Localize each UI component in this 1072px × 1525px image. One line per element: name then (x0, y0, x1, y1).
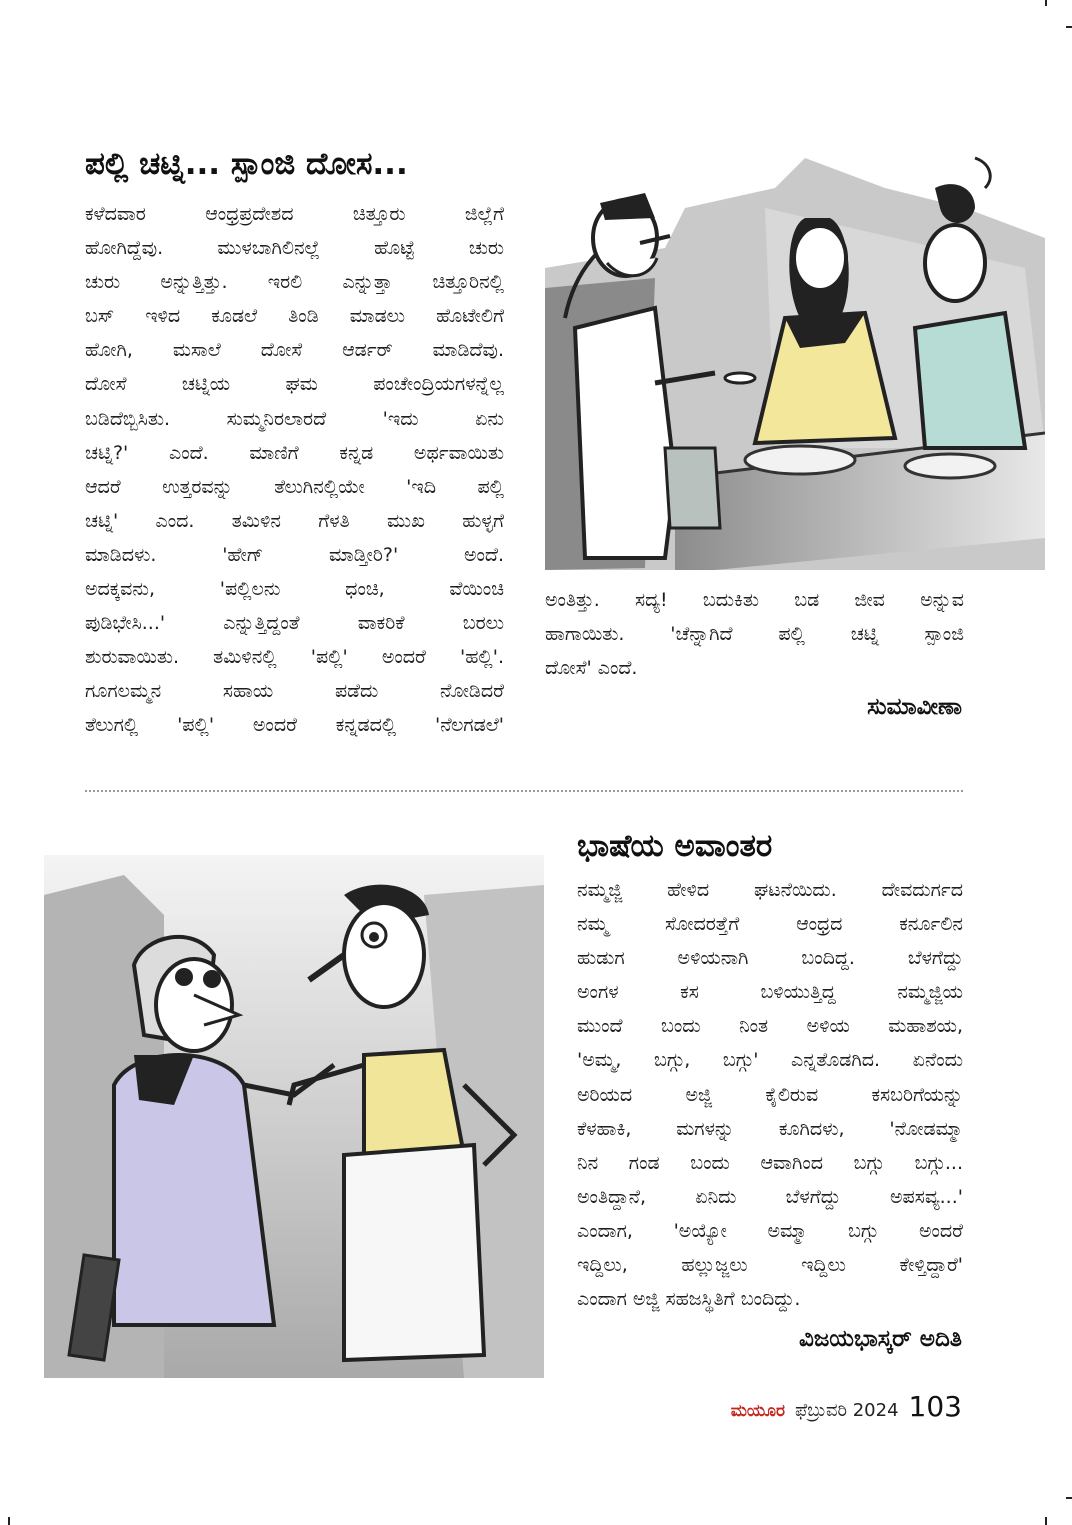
text-line: ಚಟ್ನಿ' ಎಂದ. ತಮಿಳಿನ ಗೆಳತಿ ಮುಖ ಹುಳ್ಳಗೆ (85, 509, 504, 532)
text-line: ಎಂದಾಗ ಅಜ್ಜಿ ಸಹಜಸ್ಥಿತಿಗೆ ಬಂದಿದ್ದು. (577, 1288, 801, 1311)
text-line: ಅಂಗಳ ಕಸ ಬಳಿಯುತ್ತಿದ್ದ ನಮ್ಮಜ್ಜಿಯ (577, 981, 963, 1004)
text-line: 'ಅಮ್ಮ, ಬಗ್ಗು, ಬಗ್ಗು' ಎನ್ನತೊಡಗಿದ. ಏನೆಂದು (577, 1049, 963, 1072)
article2-title: ಭಾಷೆಯ ಅವಾಂತರ (577, 828, 773, 864)
crop-mark (1045, 0, 1047, 6)
text-line: ಇದ್ದಿಲು, ಹಲ್ಲುಜ್ಜಲು ಇದ್ದಿಲು ಕೇಳ್ತಿದ್ದಾರೆ' (577, 1254, 963, 1277)
crop-mark (1066, 1497, 1072, 1499)
page-footer (731, 1390, 962, 1430)
text-line: ಹಾಗಾಯಿತು. 'ಚೆನ್ನಾಗಿದೆ ಪಲ್ಲಿ ಚಟ್ನಿ ಸ್ಪಾಂಜಿ (545, 623, 964, 646)
text-line: ಶುರುವಾಯಿತು. ತಮಿಳಿನಲ್ಲಿ 'ಪಲ್ಲಿ' ಅಂದರೆ 'ಹಲ್ಲಿ'. (85, 646, 504, 669)
illustration-hotel-waiter (545, 148, 1045, 570)
text-line: ಹೋಗಿದ್ದೆವು. ಮುಳಬಾಗಿಲಿನಲ್ಲೆ ಹೊಟ್ಟೆ ಚುರು (85, 237, 504, 260)
text-line: ಹೋಗಿ, ಮಸಾಲೆ ದೋಸೆ ಆರ್ಡರ್ ಮಾಡಿದೆವು. (85, 339, 504, 362)
text-line: ಮುಂದೆ ಬಂದು ನಿಂತ ಅಳಿಯ ಮಹಾಶಯ, (577, 1015, 963, 1038)
text-line: ತೆಲುಗಲ್ಲಿ 'ಪಲ್ಲಿ' ಅಂದರೆ ಕನ್ನಡದಲ್ಲಿ 'ನೆಲಗಡಲೆ' (85, 714, 504, 737)
text-line: ಕಳೆದವಾರ ಆಂಧ್ರಪ್ರದೇಶದ ಚಿತ್ತೂರು ಜಿಲ್ಲೆಗೆ (85, 203, 504, 225)
text-line: ದೋಸೆ ಚಟ್ನಿಯ ಘಮ ಪಂಚೇಂದ್ರಿಯಗಳನ್ನೆಲ್ಲ (85, 373, 504, 396)
page-number: 103 (908, 1390, 962, 1423)
text-line: ಆದರೆ ಉತ್ತರವನ್ನು ತೆಲುಗಿನಲ್ಲಿಯೇ 'ಇದಿ ಪಲ್ಲಿ (85, 475, 504, 498)
text-line: ಬಸ್ ಇಳಿದ ಕೂಡಲೆ ತಿಂಡಿ ಮಾಡಲು ಹೊಟೇಲಿಗೆ (85, 305, 504, 328)
text-line: ಪುಡಿಭೇಸಿ...' ಎನ್ನುತ್ತಿದ್ದಂತೆ ವಾಕರಿಕೆ ಬರಲು (85, 612, 504, 635)
article2-body (577, 873, 963, 1316)
article1-title: ಪಲ್ಲಿ ಚಟ್ನಿ... ಸ್ಪಾಂಜಿ ದೋಸ... (85, 146, 408, 182)
text-line: ಬಡಿದೆಬ್ಬಿಸಿತು. ಸುಮ್ಮನಿರಲಾರದೆ 'ಇದು ಏನು (85, 407, 504, 430)
text-line: ನಮ್ಮಜ್ಜಿ ಹೇಳಿದ ಘಟನೆಯಿದು. ದೇವದುರ್ಗದ (577, 879, 963, 901)
text-line: ಅದಕ್ಕವನು, 'ಪಲ್ಲಿಲನು ಧಂಚಿ, ವೆಯಿಂಚಿ (85, 578, 504, 601)
text-line: ಅಂತಿತ್ತು. ಸದ್ಯ! ಬದುಕಿತು ಬಡ ಜೀವ ಅನ್ನುವ (545, 589, 964, 611)
text-line: ಎಂದಾಗ, 'ಅಯ್ಯೋ ಅಮ್ಮಾ ಬಗ್ಗು ಅಂದರೆ (577, 1219, 963, 1242)
text-line: ಅಂತಿದ್ದಾನೆ, ಏನಿದು ಬೆಳಗೆದ್ದು ಅಪಸವ್ಯ...' (577, 1185, 963, 1208)
issue-date: ಫೆಬ್ರುವರಿ 2024 (794, 1400, 899, 1421)
text-line: ಮಾಡಿದಳು. 'ಹೇಗ್ ಮಾಡ್ತೀರಿ?' ಅಂದೆ. (85, 543, 504, 566)
magazine-logo: ಮಯೂರ (730, 1401, 785, 1421)
text-line: ದೋಸೆ' ಎಂದೆ. (545, 657, 638, 680)
article1-body-right (545, 583, 964, 685)
illustration-grandmother-son-in-law (44, 855, 544, 1378)
article2-author: ವಿಜಯಭಾಸ್ಕರ್ ಅದಿತಿ (799, 1326, 962, 1352)
text-line: ಅರಿಯದ ಅಜ್ಜಿ ಕೈಲಿರುವ ಕಸಬರಿಗೆಯನ್ನು (577, 1083, 963, 1106)
crop-mark (8, 1517, 10, 1525)
crop-mark (1066, 26, 1072, 28)
text-line: ಚಟ್ನಿ?' ಎಂದೆ. ಮಾಣಿಗೆ ಕನ್ನಡ ಅರ್ಥವಾಯಿತು (85, 441, 504, 464)
section-divider (85, 790, 963, 792)
article1-author: ಸುಮಾವೀಣಾ (867, 694, 962, 720)
article1-body-left (85, 197, 504, 743)
text-line: ಹುಡುಗ ಅಳಿಯನಾಗಿ ಬಂದಿದ್ದ. ಬೆಳಗೆದ್ದು (577, 947, 963, 970)
text-line: ಕೆಳಹಾಕಿ, ಮಗಳನ್ನು ಕೂಗಿದಳು, 'ನೋಡಮ್ಮಾ (577, 1117, 963, 1140)
crop-mark (1045, 1517, 1047, 1525)
text-line: ನಮ್ಮ ಸೋದರತ್ತೆಗೆ ಆಂಧ್ರದ ಕರ್ನೂಲಿನ (577, 913, 963, 936)
text-line: ನಿನ ಗಂಡ ಬಂದು ಆವಾಗಿಂದ ಬಗ್ಗು ಬಗ್ಗು... (577, 1151, 963, 1174)
text-line: ಗೂಗಲಮ್ಮನ ಸಹಾಯ ಪಡೆದು ನೋಡಿದರೆ (85, 680, 504, 703)
text-line: ಚುರು ಅನ್ನುತ್ತಿತ್ತು. ಇರಲಿ ಎನ್ನುತ್ತಾ ಚಿತ್ತೂರಿನಲ್ಲಿ (85, 271, 504, 294)
